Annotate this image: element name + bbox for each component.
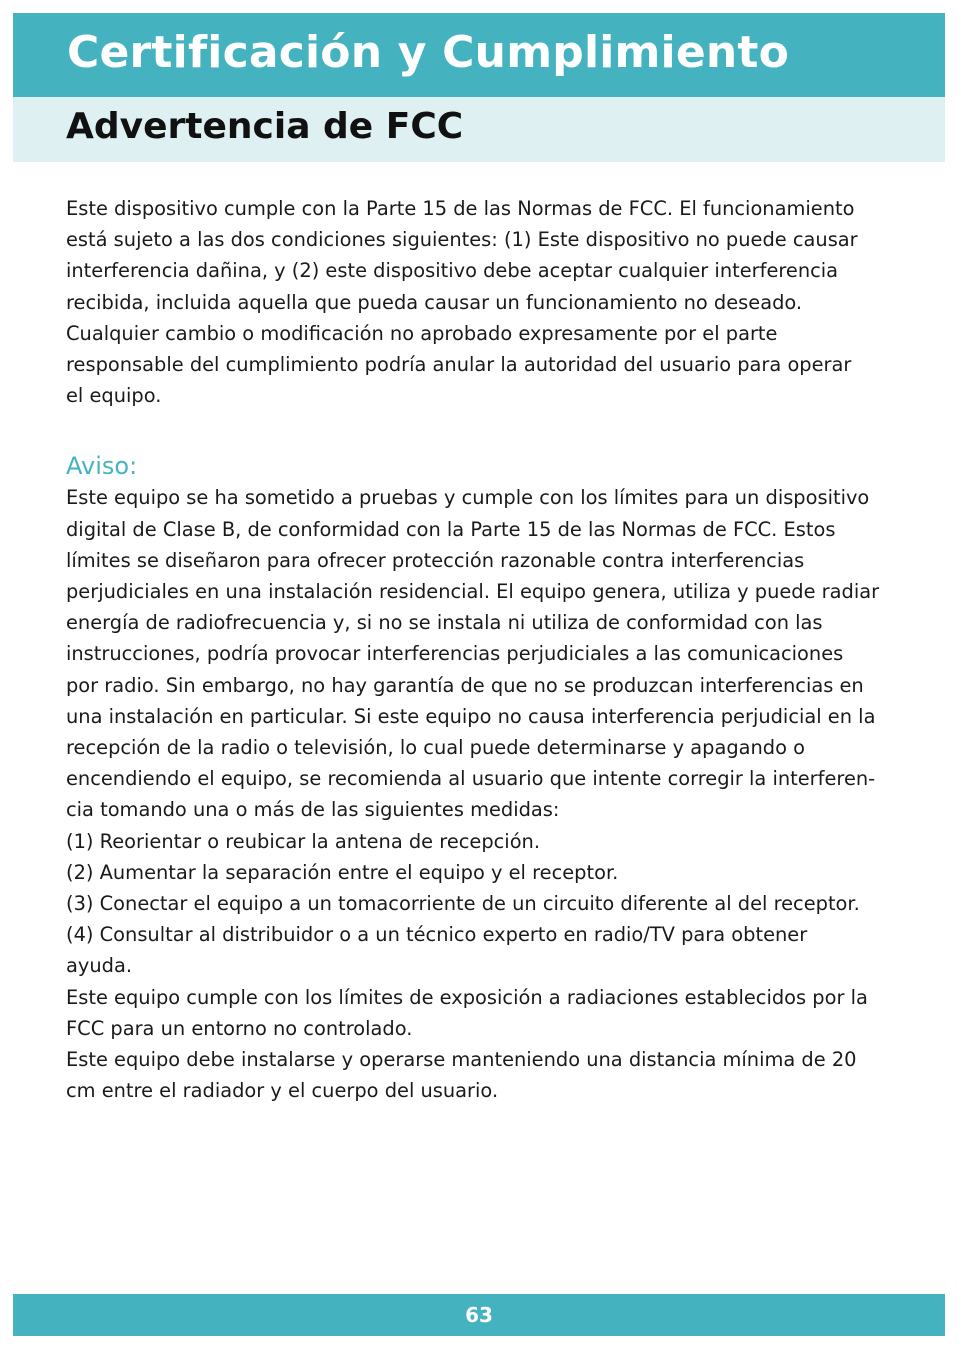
list-item: (4) Consultar al distribuidor o a un técnico experto en radio/TV para obtener — [66, 923, 808, 947]
page-title: Certificación y Cumplimiento — [67, 27, 790, 78]
text-line: FCC para un entorno no controlado. — [66, 1016, 413, 1040]
text-line: perjudiciales en una instalación residencial. El equipo genera, utiliza y puede radiar — [66, 580, 880, 604]
spacer — [66, 411, 916, 450]
text-line: Este equipo debe instalarse y operarse manteniendo una distancia mínima de 20 — [66, 1048, 857, 1072]
text-line: instrucciones, podría provocar interferencias perjudiciales a las comunicaciones — [66, 642, 844, 666]
main-content — [66, 193, 916, 1106]
text-line: cm entre el radiador y el cuerpo del usuario. — [66, 1079, 499, 1103]
text-line: recibida, incluida aquella que pueda causar un funcionamiento no deseado. — [66, 290, 803, 314]
text-line: por radio. Sin embargo, no hay garantía de que no se produzcan interferencias en — [66, 673, 864, 697]
text-line: ayuda. — [66, 954, 133, 978]
fcc-paragraph — [66, 193, 916, 411]
text-line: está sujeto a las dos condiciones siguientes: (1) Este dispositivo no puede causar — [66, 228, 858, 252]
text-line: interferencia dañina, y (2) este dispositivo debe aceptar cualquier interferencia — [66, 259, 839, 283]
text-line: energía de radiofrecuencia y, si no se instala ni utiliza de conformidad con las — [66, 611, 823, 635]
text-line: una instalación en particular. Si este equipo no causa interferencia perjudicial en la — [66, 704, 876, 728]
text-line: límites se diseñaron para ofrecer protección razonable contra interferencias — [66, 548, 805, 572]
notice-heading: Aviso: — [66, 452, 138, 481]
list-item: (3) Conectar el equipo a un tomacorriente de un circuito diferente al del receptor. — [66, 892, 860, 916]
text-line: digital de Clase B, de conformidad con la Parte 15 de las Normas de FCC. Estos — [66, 517, 836, 541]
text-line: cia tomando una o más de las siguientes medidas: — [66, 798, 560, 822]
title-bar — [13, 13, 945, 97]
text-line: el equipo. — [66, 384, 162, 408]
text-line: responsable del cumplimiento podría anular la autoridad del usuario para operar — [66, 353, 852, 377]
text-line: Este equipo cumple con los límites de exposición a radiaciones establecidos por la — [66, 985, 868, 1009]
text-line: recepción de la radio o televisión, lo cual puede determinarse y apagando o — [66, 736, 806, 760]
list-item: (2) Aumentar la separación entre el equipo y el receptor. — [66, 860, 619, 884]
notice-paragraph — [66, 482, 916, 1106]
page-number: 63 — [465, 1303, 493, 1327]
text-line: Este dispositivo cumple con la Parte 15 de las Normas de FCC. El funcionamiento — [66, 197, 855, 220]
section-title: Advertencia de FCC — [66, 106, 464, 147]
text-line: Cualquier cambio o modificación no aprobado expresamente por el parte — [66, 321, 778, 345]
text-line: Este equipo se ha sometido a pruebas y cumple con los límites para un dispositivo — [66, 486, 870, 510]
footer-bar — [13, 1294, 945, 1336]
list-item: (1) Reorientar o reubicar la antena de recepción. — [66, 829, 541, 853]
text-line: encendiendo el equipo, se recomienda al usuario que intente corregir la interferen- — [66, 767, 876, 791]
subtitle-bar — [13, 97, 945, 162]
